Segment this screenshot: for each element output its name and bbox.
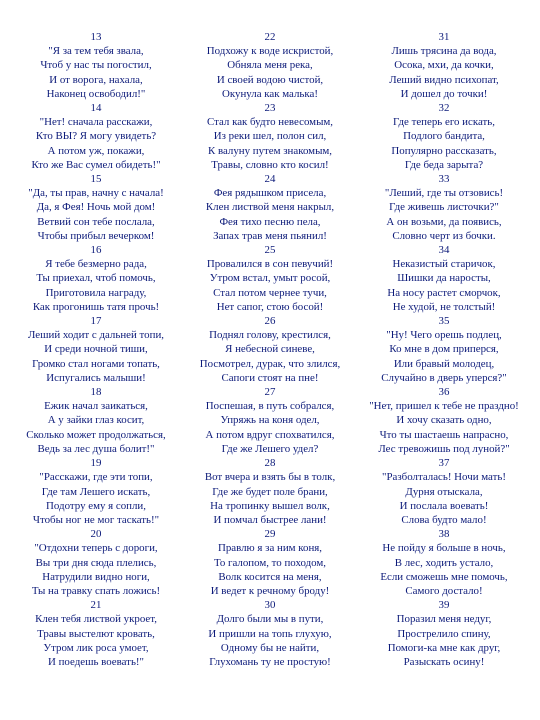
verse-line: Дурня отыскала, [405,485,483,498]
stanza-number: 28 [264,457,276,470]
verse-line: Правлю я за ним коня, [217,542,323,555]
stanza [8,30,184,101]
verse-line: Ко мне в дом приперся, [389,343,499,356]
verse-line: "Леший, где ты отзовись! [384,187,504,200]
verse-line: Травы выстелют кровать, [37,627,155,640]
stanza [356,30,532,101]
verse-line: Кто ВЫ? Я могу увидеть? [35,130,157,143]
stanza [356,527,532,598]
verse-line: Обняла меня река, [227,59,313,72]
verse-line: Поразил меня недуг, [396,613,492,626]
verse-line: Наконец освободил!" [46,87,146,100]
stanza [184,456,356,527]
verse-line: Или бравый молодец, [393,357,495,370]
verse-line: "Я за тем тебя звала, [48,45,144,58]
verse-line: А он возьми, да появись, [386,215,502,228]
stanza-number: 36 [438,386,450,399]
verse-line: А у зайки глаз косит, [47,414,145,427]
verse-line: Провалился в сон певучий! [206,258,334,271]
stanza [356,101,532,172]
stanza-number: 14 [90,102,102,115]
verse-line: Да, я Фея! Ночь мой дом! [36,201,156,214]
verse-line: Натрудили видно ноги, [42,570,150,583]
stanza [356,243,532,314]
stanza-number: 33 [438,173,450,186]
stanza-number: 24 [264,173,276,186]
verse-line: Неказистый старичок, [392,258,496,271]
verse-line: Поспешая, в путь собрался, [205,400,335,413]
verse-line: Одному бы не найти, [220,641,320,654]
verse-line: Ты приехал, чтоб помочь, [36,272,156,285]
stanza-number: 39 [438,599,450,612]
poem-column-3 [356,30,532,669]
stanza [8,243,184,314]
verse-line: Посмотрел, дурак, что злился, [199,357,341,370]
verse-line: Запах трав меня пьянил! [213,229,327,242]
stanza [8,527,184,598]
verse-line: Леший видно психопат, [389,73,499,86]
verse-line: Ты на травку спать ложись! [31,584,161,597]
verse-line: Не худой, не толстый! [392,300,496,313]
stanza-number: 31 [438,31,450,43]
verse-line: И послала воевать! [399,499,489,512]
verse-line: Испугались малыши! [46,371,146,384]
verse-line: Ежик начал заикаться, [44,400,148,413]
verse-line: Где же Лешего удел? [221,442,319,455]
verse-line: Упряжь на коня одел, [220,414,320,427]
stanza-number: 20 [90,528,102,541]
verse-line: Лишь трясина да вода, [391,45,497,58]
verse-line: Вот вчера и взять бы в толк, [204,471,336,484]
verse-line: На тропинку вышел волк, [210,499,330,512]
verse-line: Нет сапог, стою босой! [216,300,324,313]
stanza [184,172,356,243]
verse-line: В лес, ходить устало, [394,556,494,569]
verse-line: А потом вдруг спохватился, [205,428,335,441]
verse-line: Клен листвой меня накрыл, [205,201,335,214]
verse-line: На носу растет сморчок, [387,286,501,299]
verse-line: Чтоб у нас ты погостил, [40,59,152,72]
verse-line: Я небесной синеве, [225,343,315,356]
verse-line: Подлого бандита, [403,130,485,143]
verse-line: "Да, ты прав, начну с начала! [28,187,164,200]
verse-line: Подхожу к воде искристой, [206,45,334,58]
stanza [8,172,184,243]
verse-line: Помоги-ка мне как друг, [387,641,501,654]
verse-line: И своей водою чистой, [216,73,324,86]
verse-line: Словно черт из бочки. [392,229,496,242]
verse-line: Как прогонишь татя прочь! [32,300,160,313]
stanza-number: 30 [264,599,276,612]
stanza [8,385,184,456]
stanza [184,385,356,456]
stanza-number: 23 [264,102,276,115]
stanza [356,172,532,243]
stanza [8,456,184,527]
verse-line: Из реки шел, полон сил, [213,130,327,143]
verse-line: Ветвий сон тебе послала, [37,215,155,228]
verse-line: И среди ночной тиши, [44,343,148,356]
verse-line: "Нет, пришел к тебе не праздно! [369,400,519,413]
stanza-number: 27 [264,386,276,399]
verse-line: Долго были мы в пути, [216,613,324,626]
verse-line: Стал как будто невесомым, [206,116,334,129]
verse-line: Самого достало! [405,584,483,597]
stanza [184,527,356,598]
stanza-number: 16 [90,244,102,257]
stanza [8,314,184,385]
verse-line: Подотру ему я сопли, [46,499,146,512]
stanza [356,385,532,456]
verse-line: Разыскать осину! [403,655,485,668]
verse-line: Где же будет поле брани, [212,485,328,498]
stanza-number: 35 [438,315,450,328]
stanza-number: 34 [438,244,450,257]
stanza [356,598,532,669]
stanza [184,101,356,172]
verse-line: Осока, мхи, да кочки, [394,59,494,72]
verse-line: Чтобы прибыл вечерком! [37,229,155,242]
stanza-number: 37 [438,457,450,470]
verse-line: Поднял голову, крестился, [209,329,331,342]
verse-line: "Расскажи, где эти топи, [39,471,153,484]
verse-line: К валуну путем знакомым, [207,144,333,157]
verse-line: Фея тихо песню пела, [219,215,321,228]
stanza-number: 21 [90,599,102,612]
verse-line: И хочу сказать одно, [396,414,492,427]
verse-line: Утром лик роса умоет, [43,641,149,654]
verse-line: Где живешь листочки?" [389,201,499,214]
verse-line: Где теперь его искать, [393,116,495,129]
stanza-number: 15 [90,173,102,186]
stanza [356,456,532,527]
stanza-number: 13 [90,31,102,43]
verse-line: Случайно в дверь уперся?" [381,371,507,384]
verse-line: "Разболталась! Ночи мать! [382,471,506,484]
stanza [8,101,184,172]
stanza [356,314,532,385]
stanza-number: 38 [438,528,450,541]
verse-line: Что ты шастаешь напрасно, [379,428,509,441]
verse-line: Громко стал ногами топать, [32,357,160,370]
verse-line: Фея рядышком присела, [213,187,327,200]
verse-line: "Ну! Чего орешь подлец, [386,329,502,342]
verse-line: И пришли на топь глухую, [208,627,332,640]
verse-line: Не пойду я больше в ночь, [382,542,506,555]
verse-line: "Отдохни теперь с дороги, [34,542,158,555]
verse-line: Сколько может продолжаться, [26,428,166,441]
verse-line: Если сможешь мне помочь, [380,570,508,583]
verse-line: Леший ходит с дальней топи, [27,329,164,342]
stanza [8,598,184,669]
verse-line: Волк косится на меня, [218,570,322,583]
poem-column-2 [184,30,356,669]
stanza [184,243,356,314]
verse-line: Популярно рассказать, [391,144,497,157]
poem-column-1 [8,30,184,669]
verse-line: И ведет к речному броду! [210,584,330,597]
stanza [184,314,356,385]
verse-line: Я тебе безмерно рада, [45,258,147,271]
stanza [184,598,356,669]
verse-line: "Нет! сначала расскажи, [39,116,153,129]
verse-line: Где беда зарыта? [404,158,484,171]
verse-line: Клен тебя листвой укроет, [35,613,157,626]
verse-line: Слова будто мало! [401,513,487,526]
stanza-number: 26 [264,315,276,328]
verse-line: Глухомань ту не простую! [209,655,331,668]
verse-line: Вы три дня сюда плелись, [35,556,157,569]
verse-line: Где там Лешего искать, [41,485,151,498]
verse-line: И дошел до точки! [400,87,488,100]
verse-line: То галопом, то походом, [213,556,327,569]
verse-line: Стал потом чернее тучи, [213,286,327,299]
verse-line: И помчал быстрее лани! [213,513,327,526]
verse-line: А потом уж, покажи, [47,144,145,157]
verse-line: Травы, словно кто косил! [211,158,329,171]
stanza-number: 18 [90,386,102,399]
verse-line: Сапоги стоят на пне! [221,371,319,384]
verse-line: Ведь за лес душа болит!" [37,442,155,455]
verse-line: Шишки да наросты, [397,272,491,285]
stanza-number: 29 [264,528,276,541]
stanza-number: 17 [90,315,102,328]
stanza-number: 25 [264,244,276,257]
stanza-number: 22 [264,31,276,43]
verse-line: Приготовила награду, [45,286,147,299]
stanza-number: 19 [90,457,102,470]
verse-line: Лес тревожишь под луной?" [378,442,510,455]
stanza [184,30,356,101]
verse-line: И от ворога, нахала, [49,73,143,86]
verse-line: И поедешь воевать!" [48,655,144,668]
verse-line: Окунула как малька! [222,87,318,100]
verse-line: Утром встал, умыт росой, [209,272,331,285]
verse-line: Кто же Вас сумел обидеть!" [31,158,161,171]
verse-line: Прострелило спину, [397,627,491,640]
verse-line: Чтобы ног не мог таскать!" [32,513,160,526]
stanza-number: 32 [438,102,450,115]
